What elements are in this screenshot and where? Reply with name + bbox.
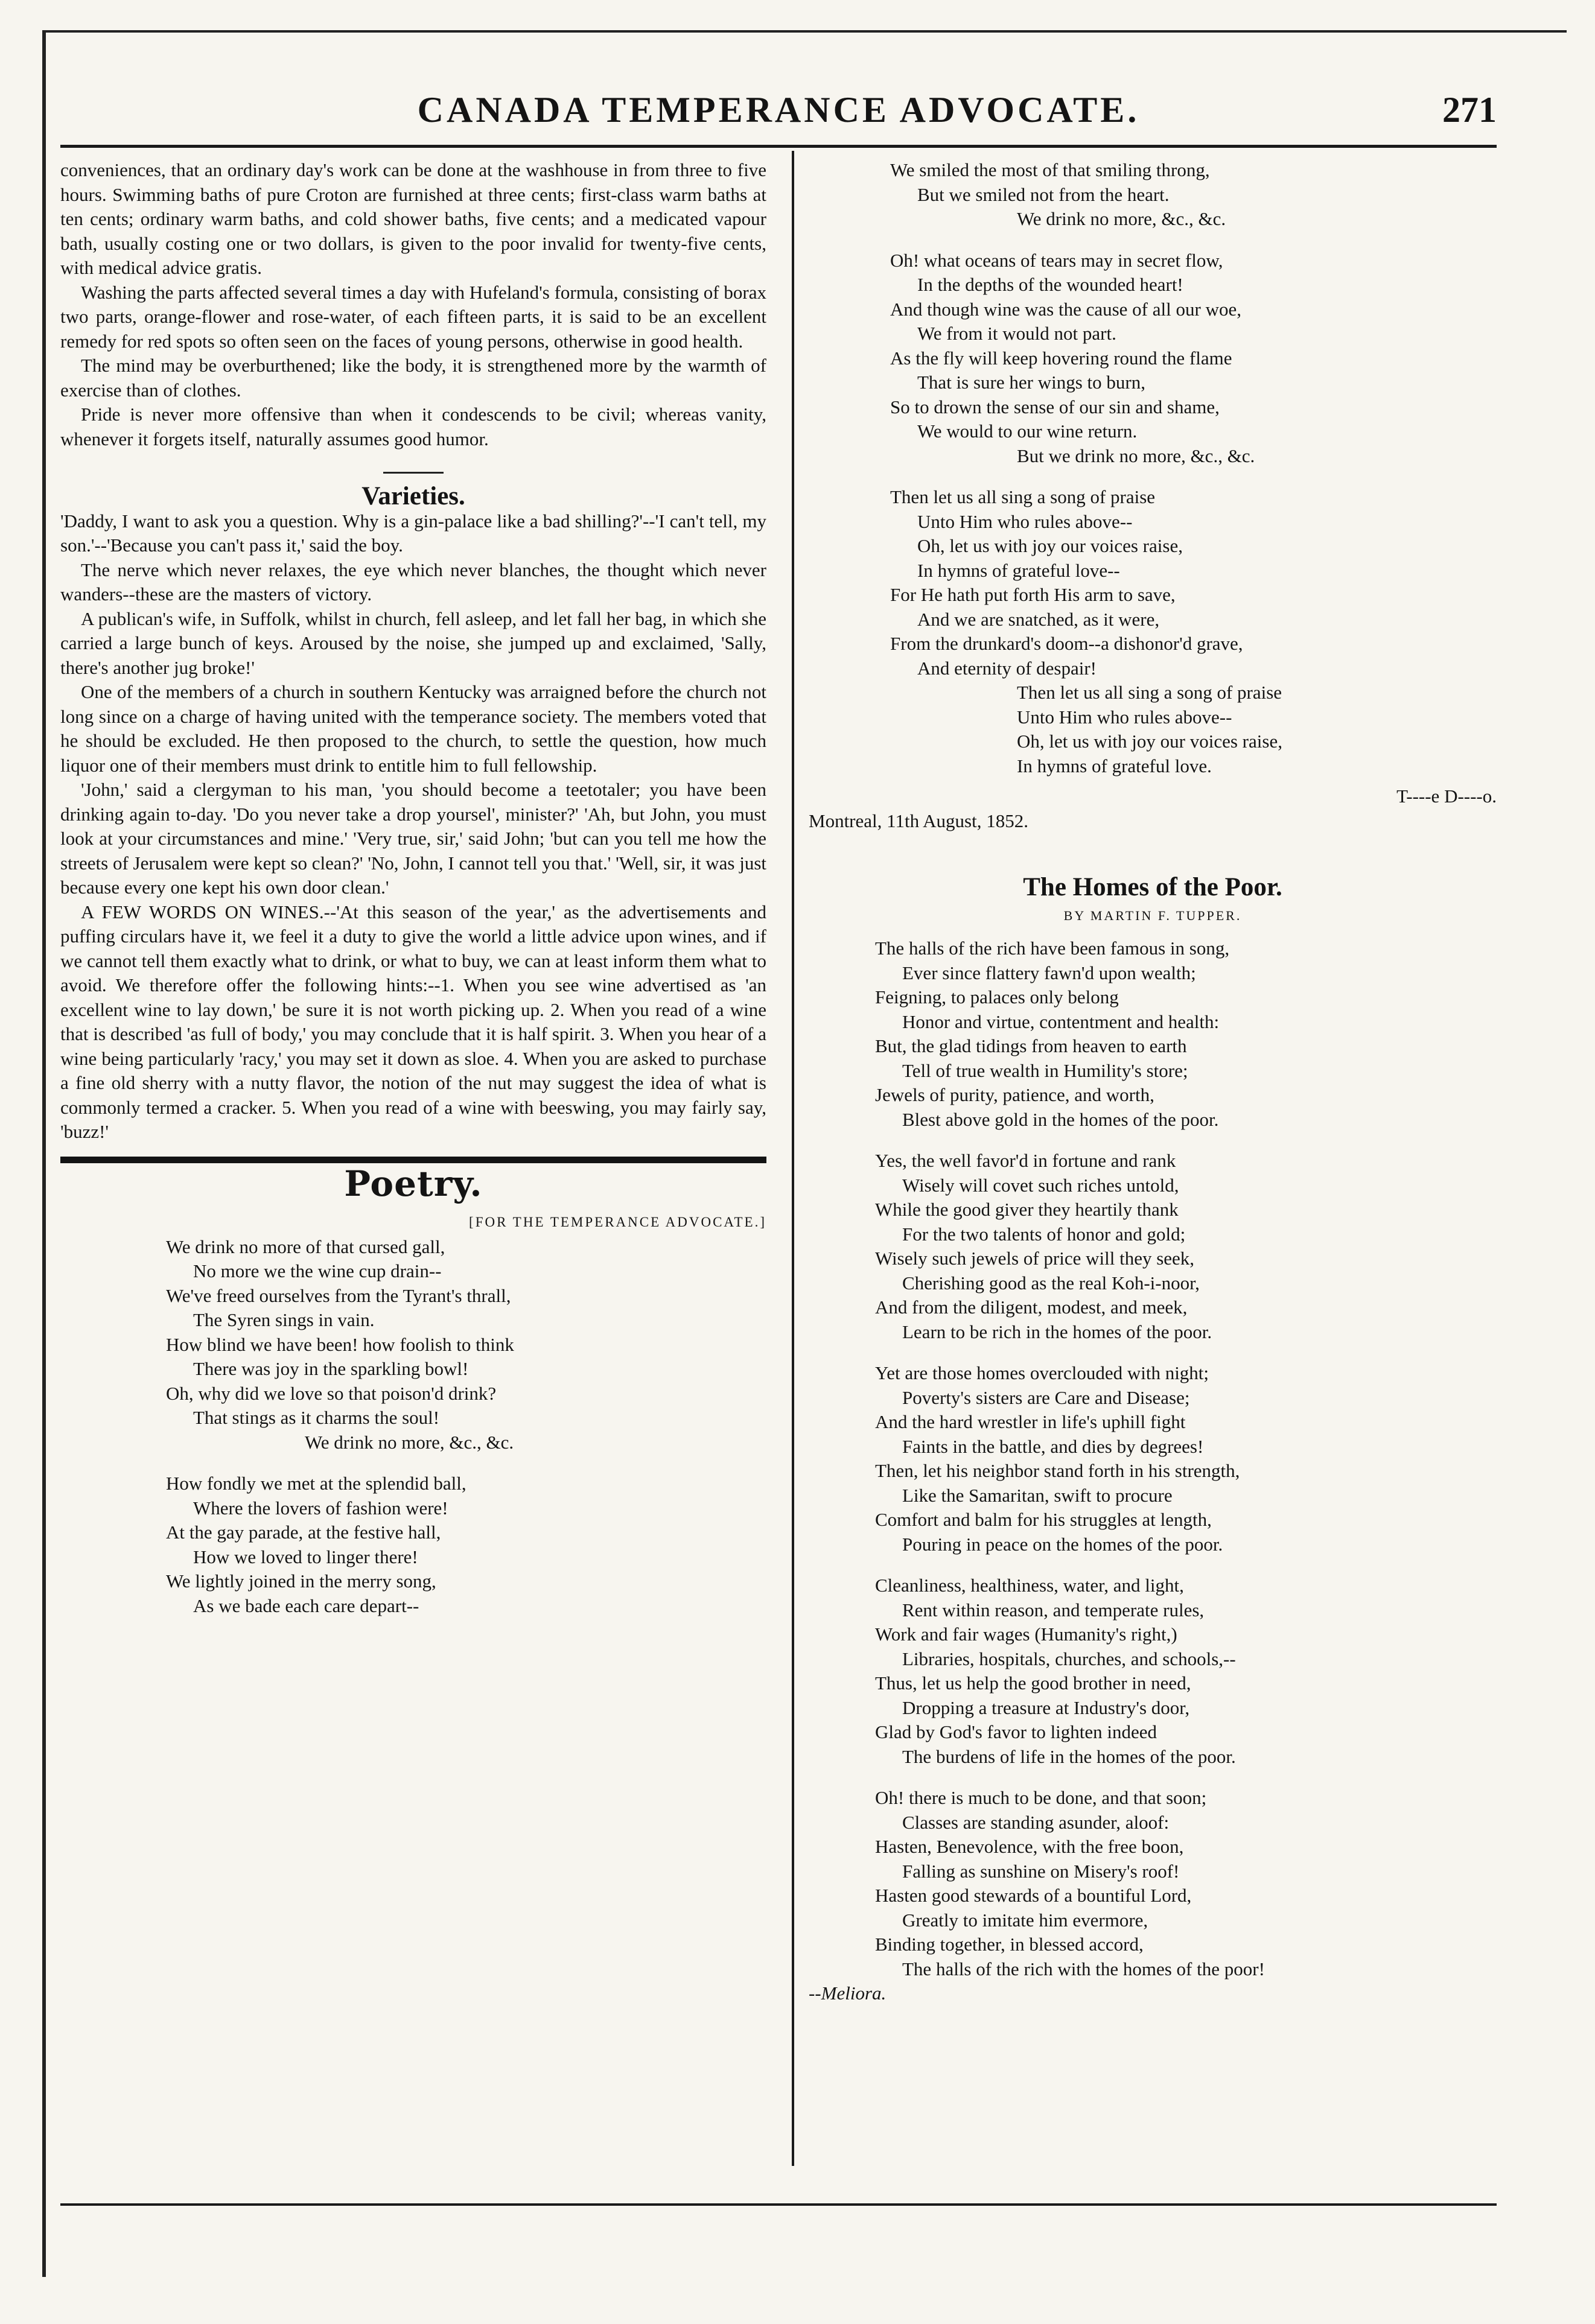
poem-line: Oh, why did we love so that poison'd drink? [166, 1382, 497, 1404]
poem-line: Wisely such jewels of price will they seek, [875, 1248, 1195, 1269]
poem-line: Then let us all sing a song of praise [1017, 682, 1282, 703]
poem-line: And from the diligent, modest, and meek, [875, 1297, 1188, 1318]
poem-line: We drink no more of that cursed gall, [166, 1236, 445, 1257]
closing-signature: --Meliora. [809, 1983, 887, 2004]
poem-line: Feigning, to palaces only belong [875, 986, 1119, 1008]
poem-line: Comfort and balm for his struggles at length, [875, 1509, 1212, 1530]
poem-line: There was joy in the sparkling bowl! [193, 1358, 469, 1379]
poem-line: We would to our wine return. [917, 421, 1138, 442]
paragraph: A FEW WORDS ON WINES.--'At this season of the year,' as the advertisements and puffing circulars have it, we feel it a duty to give the world a little advice upon wines, and if we cannot tell them exactly what to drink, or what to buy, we can at least inform them what to avoid. We therefore offer the following hints:--1. When you see wine advertised as 'an excellent wine to lay down,' be sure it is not worth picking up. 2. When you read of a wine that is described 'as full of body,' you may conclude that it is half spirit. 3. When you hear of a wine being particularly 'racy,' you may set it down as sloe. 4. When you are asked to purchase a fine old sherry with a nutty flavor, the notion of the nut may suggest the idea of what is commonly termed a cracker. 5. When you read of a wine with beeswing, you may fairly say, 'buzz!' [60, 901, 766, 1142]
poem-line: How we loved to linger there! [193, 1546, 418, 1567]
paragraph: One of the members of a church in southern Kentucky was arraigned before the church not long since on a charge of having united with the temperance society. The members voted that he should be excluded. He then proposed to the church, to settle the question, how much liquor one of their members must drink to entitle him to full fellowship. [60, 681, 766, 776]
paragraph: A publican's wife, in Suffolk, whilst in church, fell asleep, and let fall her bag, in which she carried a large bunch of keys. Aroused by the noise, she jumped up and exclaimed, 'Sally, there's another jug broke!' [60, 608, 766, 678]
poem-line: In hymns of grateful love-- [917, 559, 1120, 581]
bottom-rule [60, 2203, 1497, 2206]
poem-line: How fondly we met at the splendid ball, [166, 1473, 466, 1494]
paragraph: Washing the parts affected several times a day with Hufeland's formula, consisting of borax two parts, orange-flower and rose-water, of each fifteen parts, it is said to be an excellent remedy for red spots so often seen on the faces of young persons, otherwise in good health. [60, 281, 766, 352]
poem-line: But, the glad tidings from heaven to earth [875, 1035, 1187, 1056]
poem-line: So to drown the sense of our sin and shame, [890, 396, 1220, 417]
poem-line: And we are snatched, as it were, [917, 608, 1160, 630]
poem-line: Cleanliness, healthiness, water, and light, [875, 1575, 1184, 1596]
poem-line: Then let us all sing a song of praise [890, 486, 1156, 507]
paragraph: 'John,' said a clergyman to his man, 'you should become a teetotaler; you have been drinking again to-day. 'Do you never take a drop yoursel', minister?' 'Ah, but John, you must look at your circumstances and mine.' 'Very true, sir,' said John; 'but can you tell me how the streets of Jerusalem were kept so clean?' 'No, John, I cannot tell you that.' 'Well, sir, it was just because every one kept his own door clean.' [60, 779, 766, 898]
poem-line: Tell of true wealth in Humility's store; [902, 1059, 1188, 1081]
poem-line: Poverty's sisters are Care and Disease; [902, 1386, 1190, 1408]
stanza [875, 936, 1497, 1132]
poem-line: We drink no more, &c., &c. [305, 1431, 514, 1453]
poem-line: In the depths of the wounded heart! [917, 274, 1183, 295]
poem-line: That is sure her wings to burn, [917, 372, 1145, 393]
poem-line: The halls of the rich with the homes of the poor! [902, 1958, 1265, 1980]
dateline: Montreal, 11th August, 1852. [809, 810, 1028, 831]
poem-line: Binding together, in blessed accord, [875, 1934, 1144, 1955]
poem-line: Oh, let us with joy our voices raise, [1017, 731, 1282, 752]
poem-line: But we smiled not from the heart. [917, 183, 1170, 205]
poem-line: Yet are those homes overclouded with night; [875, 1362, 1209, 1383]
poem-line: Like the Samaritan, swift to procure [902, 1484, 1173, 1506]
poem-line: Faints in the battle, and dies by degrees! [902, 1435, 1204, 1457]
poem-line: Cherishing good as the real Koh-i-noor, [902, 1272, 1200, 1294]
poem-line: Hasten good stewards of a bountiful Lord, [875, 1885, 1192, 1906]
stanza [875, 1786, 1497, 1981]
poem-line: From the drunkard's doom--a dishonor'd grave, [890, 633, 1243, 654]
poem-line: No more we the wine cup drain-- [193, 1260, 442, 1281]
poem-line: Learn to be rich in the homes of the poor. [902, 1321, 1212, 1342]
poem-line: We lightly joined in the merry song, [166, 1570, 436, 1592]
poem-line: Greatly to imitate him evermore, [902, 1909, 1148, 1931]
stanza [166, 1235, 766, 1455]
poem-line: Falling as sunshine on Misery's roof! [902, 1860, 1180, 1882]
poem-signature: T----e D----o. [1396, 786, 1497, 807]
poem-line: Rent within reason, and temperate rules, [902, 1599, 1205, 1621]
poem-line: Ever since flattery fawn'd upon wealth; [902, 962, 1196, 983]
poem-line: At the gay parade, at the festive hall, [166, 1522, 441, 1543]
page-header [60, 78, 1497, 148]
poem-line: The Syren sings in vain. [193, 1309, 375, 1330]
paragraph: Pride is never more offensive than when it condescends to be civil; whereas vanity, whenever it forgets itself, naturally assumes good humor. [60, 404, 766, 449]
stanza [890, 249, 1497, 469]
poem-line: The burdens of life in the homes of the poor. [902, 1745, 1236, 1767]
poem-line: We've freed ourselves from the Tyrant's thrall, [166, 1284, 511, 1306]
poem-line: We drink no more, &c., &c. [1017, 208, 1226, 229]
poem-line: In hymns of grateful love. [1017, 755, 1212, 776]
poem-line: Thus, let us help the good brother in need, [875, 1672, 1191, 1694]
poem-line: While the good giver they heartily thank [875, 1199, 1179, 1220]
poem-line: The halls of the rich have been famous in song, [875, 938, 1230, 959]
poetry-rule [60, 1157, 766, 1163]
poem-line: Dropping a treasure at Industry's door, [902, 1697, 1190, 1718]
stanza [890, 158, 1497, 232]
varieties-section [60, 509, 766, 1145]
poem-line: But we drink no more, &c., &c. [1017, 445, 1255, 466]
varieties-heading: Varieties. [361, 482, 465, 510]
poem-line: We smiled the most of that smiling throng, [890, 159, 1210, 180]
poem-line: Work and fair wages (Humanity's right,) [875, 1624, 1177, 1645]
poetry-heading: Poetry. [344, 1163, 483, 1204]
poem-line: Oh! there is much to be done, and that soon; [875, 1787, 1207, 1808]
poem-source: [FOR THE TEMPERANCE ADVOCATE.] [469, 1214, 766, 1230]
poem-line: Unto Him who rules above-- [917, 510, 1133, 532]
poem-line: Libraries, hospitals, churches, and schools,-- [902, 1648, 1236, 1669]
column-divider [792, 151, 794, 2166]
poem-line: And though wine was the cause of all our woe, [890, 298, 1241, 320]
right-column [809, 158, 1497, 2006]
poem-line: Glad by God's favor to lighten indeed [875, 1721, 1157, 1742]
poem-line: Yes, the well favor'd in fortune and rank [875, 1150, 1176, 1171]
poem-line: Oh! what oceans of tears may in secret flow, [890, 249, 1223, 271]
poem-line: Then, let his neighbor stand forth in his strength, [875, 1460, 1240, 1481]
poem-line: Jewels of purity, patience, and worth, [875, 1084, 1154, 1105]
poem-line: Pouring in peace on the homes of the poor. [902, 1533, 1223, 1555]
paragraph: 'Daddy, I want to ask you a question. Why is a gin-palace like a bad shilling?'--'I can't tell, my son.'--'Because you can't pass it,' said the boy. [60, 510, 766, 556]
stanza [166, 1472, 766, 1618]
stanza [890, 485, 1497, 778]
left-column [60, 158, 766, 1618]
homes-heading: The Homes of the Poor. [1023, 873, 1282, 901]
paragraph: The mind may be overburthened; like the body, it is strengthened more by the warmth of exercise than of clothes. [60, 355, 766, 401]
stanza [875, 1361, 1497, 1557]
page-number: 271 [1442, 90, 1497, 130]
stanza [875, 1573, 1497, 1769]
poem-line: As we bade each care depart-- [193, 1595, 419, 1616]
homes-byline: BY MARTIN F. TUPPER. [1063, 907, 1242, 923]
paragraph: The nerve which never relaxes, the eye which never blanches, the thought which never wanders--these are the masters of victory. [60, 559, 766, 605]
poem-line: Hasten, Benevolence, with the free boon, [875, 1836, 1184, 1857]
poem-line: And eternity of despair! [917, 657, 1097, 679]
paragraph: conveniences, that an ordinary day's work can be done at the washhouse in from three to five hours. Swimming baths of pure Croton are furnished at three cents; first-class warm baths at ten cents; ordinary warm baths, and cold shower baths, five cents; and a medicated vapour bath, usually costing one or two dollars, is given to the poor invalid for twenty-five cents, with medical advice gratis. [60, 159, 766, 278]
newspaper-title: CANADA TEMPERANCE ADVOCATE. [417, 90, 1140, 130]
poem-line: As the fly will keep hovering round the flame [890, 347, 1232, 369]
article-continuation [60, 158, 766, 451]
temperance-poem-continued [809, 158, 1497, 778]
poem-line: How blind we have been! how foolish to think [166, 1333, 514, 1355]
poem-line: Blest above gold in the homes of the poor. [902, 1108, 1219, 1130]
poem-line: Unto Him who rules above-- [1017, 706, 1232, 728]
homes-of-the-poor-poem [809, 936, 1497, 1981]
poem-line: Classes are standing asunder, aloof: [902, 1811, 1170, 1833]
poem-line: That stings as it charms the soul! [193, 1407, 440, 1428]
poem-line: We from it would not part. [917, 323, 1116, 344]
poem-line: Where the lovers of fashion were! [193, 1497, 448, 1519]
poem-line: For He hath put forth His arm to save, [890, 584, 1176, 605]
poem-line: And the hard wrestler in life's uphill fight [875, 1411, 1186, 1432]
poem-line: For the two talents of honor and gold; [902, 1223, 1186, 1245]
poem-line: Wisely will covet such riches untold, [902, 1174, 1179, 1196]
poem-line: Oh, let us with joy our voices raise, [917, 535, 1183, 556]
temperance-poem [60, 1235, 766, 1619]
poem-line: Honor and virtue, contentment and health: [902, 1011, 1220, 1032]
stanza [875, 1149, 1497, 1344]
